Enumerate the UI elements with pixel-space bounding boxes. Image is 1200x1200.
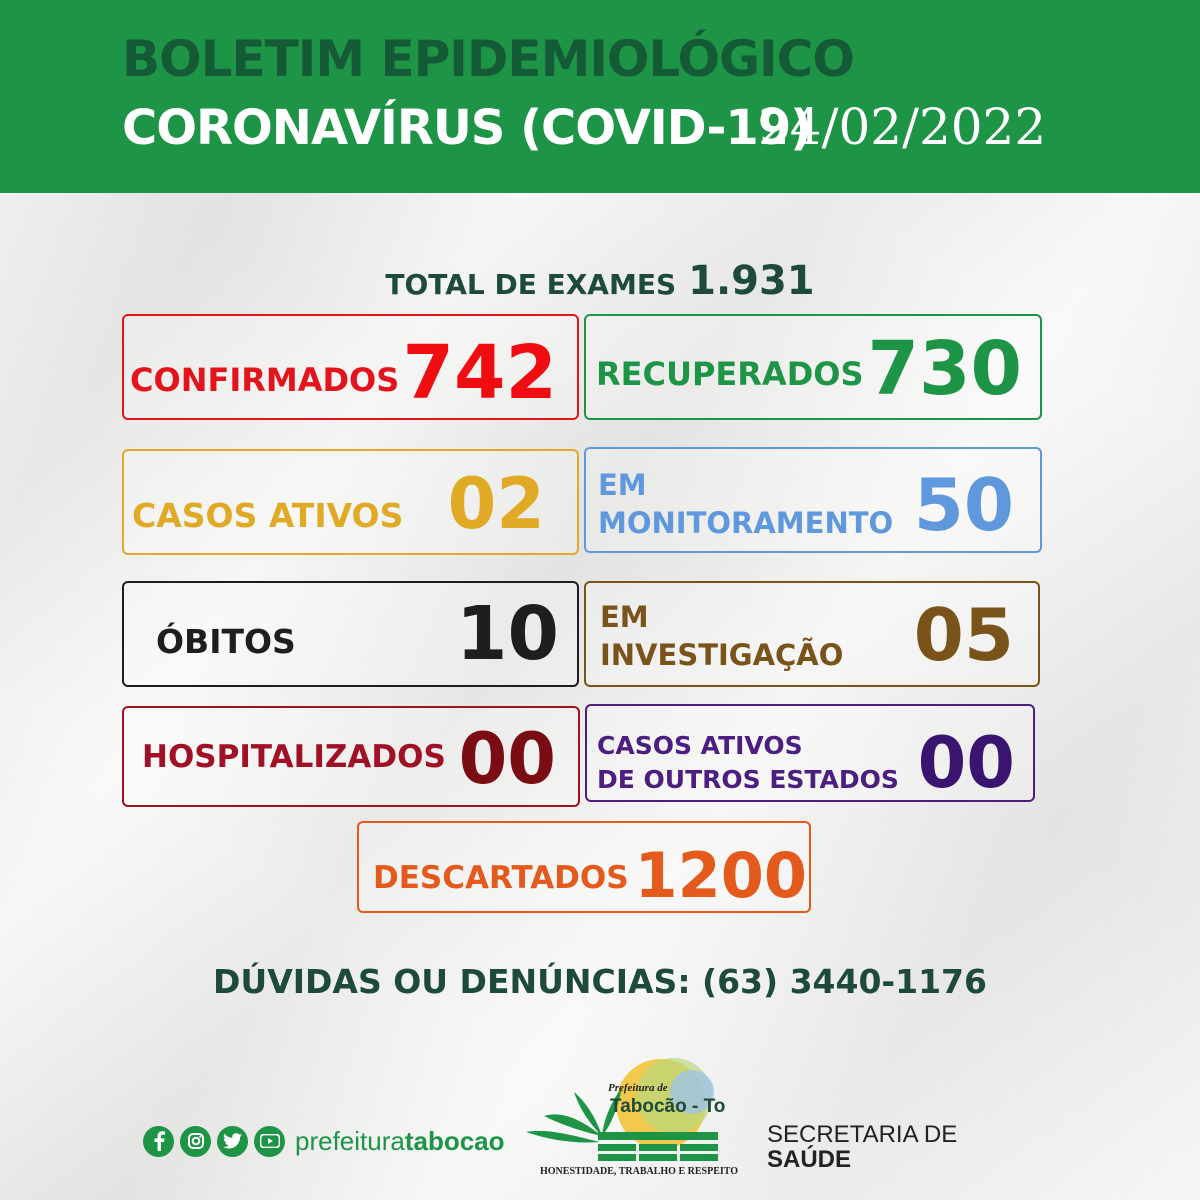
card-outros-estados [585,704,1035,802]
card-outros-estados-value: 00 [917,722,1015,804]
secretaria-saude [767,1122,957,1172]
logo-motto: HONESTIDADE, TRABALHO E RESPEITO [540,1166,739,1177]
card-outros-estados-label2: DE OUTROS ESTADOS [597,765,899,794]
header-subtitle: CORONAVÍRUS (COVID-19) [122,100,812,156]
facebook-icon[interactable] [143,1126,174,1157]
card-recuperados-label: RECUPERADOS [596,355,864,393]
card-confirmados-value: 742 [402,330,557,416]
card-obitos [122,581,579,687]
instagram-icon[interactable] [180,1126,211,1157]
card-monitoramento-value: 50 [913,463,1014,547]
card-monitoramento-label2: MONITORAMENTO [598,506,894,540]
card-confirmados-label: CONFIRMADOS [130,361,400,399]
card-descartados [357,821,811,913]
secretaria-line2: SAÚDE [767,1146,852,1174]
card-outros-estados-label1: CASOS ATIVOS [597,731,803,760]
total-exams-label: TOTAL DE EXAMES [385,268,677,301]
card-monitoramento [584,447,1042,553]
card-hospitalizados [122,706,580,807]
contact-phone: DÚVIDAS OU DENÚNCIAS: (63) 3440-1176 [213,962,987,1001]
card-descartados-label: DESCARTADOS [373,860,629,896]
social-links [143,1125,505,1157]
youtube-icon[interactable] [254,1126,285,1157]
card-obitos-value: 10 [456,591,559,677]
card-investigacao [584,581,1040,687]
card-obitos-label: ÓBITOS [156,622,296,661]
total-exams-value: 1.931 [688,258,815,304]
header-date: 24/02/2022 [758,98,1047,156]
header-title: BOLETIM EPIDEMIOLÓGICO [122,30,854,88]
card-descartados-value: 1200 [634,839,807,912]
card-hospitalizados-label: HOSPITALIZADOS [142,739,446,775]
secretaria-line1: SECRETARIA DE [767,1121,958,1148]
card-casos-ativos [122,449,579,555]
card-investigacao-label2: INVESTIGAÇÃO [600,638,844,672]
social-handle[interactable]: prefeituratabocao [295,1125,505,1156]
twitter-icon[interactable] [217,1126,248,1157]
header-banner [0,0,1200,193]
card-confirmados [122,314,579,420]
logo-prefix: Prefeitura de [608,1082,668,1094]
total-exams [0,258,1200,304]
card-investigacao-value: 05 [913,593,1014,677]
logo-name: Tabocão - To [610,1096,726,1117]
card-monitoramento-label1: EM [598,468,647,502]
card-investigacao-label1: EM [600,600,649,634]
card-recuperados-value: 730 [867,326,1022,412]
card-casos-ativos-label: CASOS ATIVOS [132,496,404,535]
card-recuperados [584,314,1042,420]
card-casos-ativos-value: 02 [447,463,545,545]
prefeitura-logo [524,1052,739,1182]
card-hospitalizados-value: 00 [458,718,556,800]
